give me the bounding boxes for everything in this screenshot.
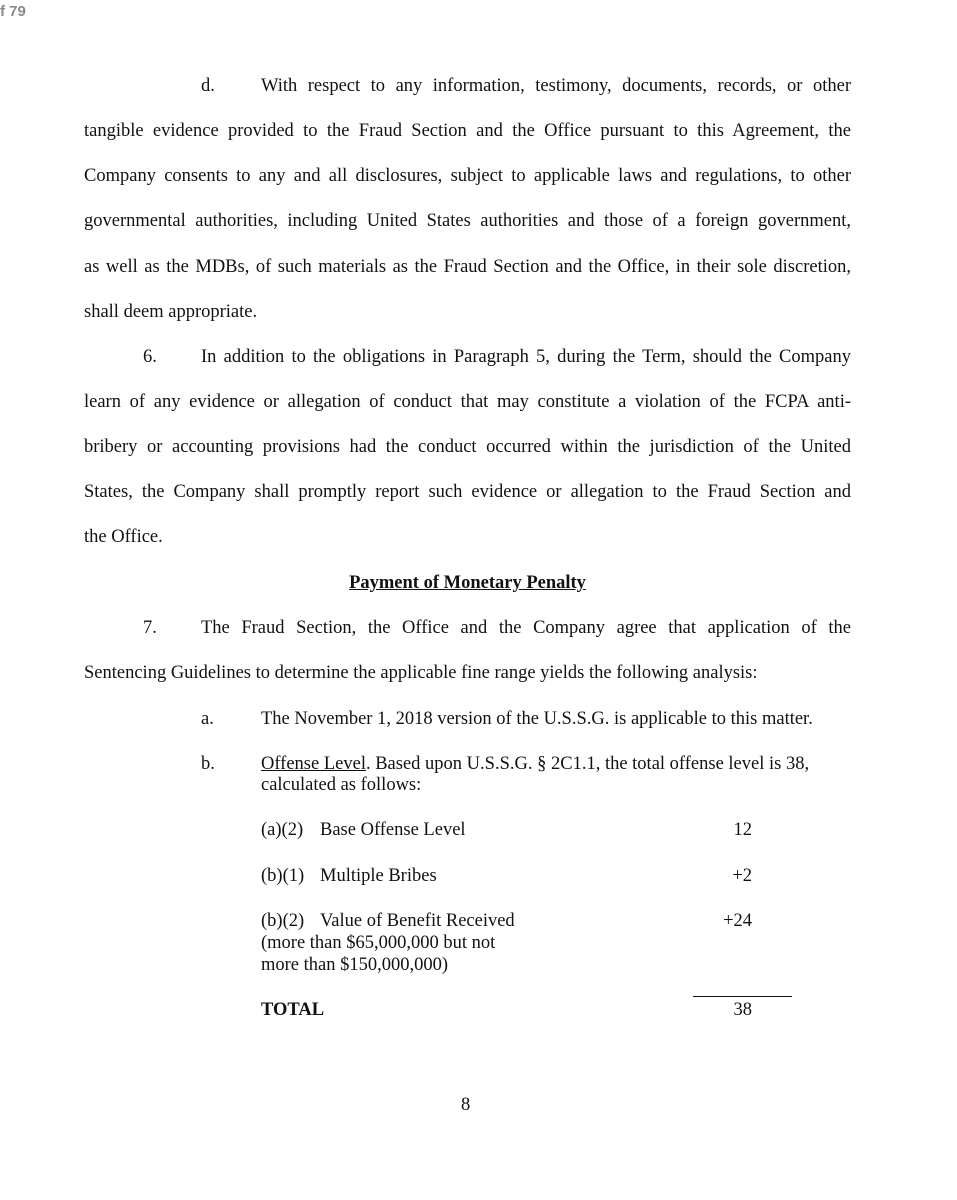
para-6-line: In addition to the obligations in Paragraph 5, during the Term, should the Company (201, 347, 851, 367)
row-code: (b)(2) (261, 911, 305, 931)
para-6-line: the Office. (84, 527, 163, 547)
row-code: (a)(2) (261, 820, 304, 840)
page-count-fragment: f 79 (0, 3, 26, 20)
section-heading: Payment of Monetary Penalty (349, 573, 586, 593)
para-6-line: learn of any evidence or allegation of conduct that may constitute a violation of the FCPA anti- (84, 392, 851, 412)
row-value: +2 (732, 866, 752, 886)
row-value: +24 (723, 911, 752, 931)
total-rule (693, 996, 792, 997)
item-a-label: a. (201, 709, 214, 729)
row-code: (b)(1) (261, 866, 305, 886)
total-label: TOTAL (261, 1000, 325, 1020)
para-6-label: 6. (143, 347, 157, 367)
row-value: 12 (733, 820, 752, 840)
para-7-line: Sentencing Guidelines to determine the applicable fine range yields the following analysis: (84, 663, 758, 683)
item-b-line2: calculated as follows: (261, 775, 422, 795)
total-value: 38 (733, 1000, 752, 1020)
page-number: 8 (461, 1095, 471, 1115)
row-desc: Value of Benefit Received (320, 911, 515, 931)
para-d-line: tangible evidence provided to the Fraud Section and the Office pursuant to this Agreement, the (84, 121, 851, 141)
row-desc: Multiple Bribes (320, 866, 437, 886)
item-b-text: . Based upon U.S.S.G. § 2C1.1, the total offense level is 38, (365, 754, 810, 774)
item-b-label: b. (201, 754, 215, 774)
para-d-line: Company consents to any and all disclosures, subject to applicable laws and regulations, to other (84, 166, 851, 186)
para-d-line: as well as the MDBs, of such materials as the Fraud Section and the Office, in their sole discretion, (84, 257, 851, 277)
para-7-line: The Fraud Section, the Office and the Company agree that application of the (201, 618, 851, 638)
para-d-line: governmental authorities, including United States authorities and those of a foreign government, (84, 211, 851, 231)
row-desc-cont: (more than $65,000,000 but not (261, 933, 496, 953)
para-d-label: d. (201, 76, 215, 96)
row-desc: Base Offense Level (320, 820, 466, 840)
item-a-text: The November 1, 2018 version of the U.S.S.G. is applicable to this matter. (261, 709, 813, 729)
para-6-line: States, the Company shall promptly report such evidence or allegation to the Fraud Section and (84, 482, 851, 502)
row-desc-cont: more than $150,000,000) (261, 955, 449, 975)
para-6-line: bribery or accounting provisions had the conduct occurred within the jurisdiction of the United (84, 437, 851, 457)
item-b-line1 (261, 753, 809, 775)
offense-level-title: Offense Level (261, 754, 366, 774)
para-d-line: shall deem appropriate. (84, 302, 258, 322)
para-d-line: With respect to any information, testimony, documents, records, or other (261, 76, 851, 96)
para-7-label: 7. (143, 618, 157, 638)
